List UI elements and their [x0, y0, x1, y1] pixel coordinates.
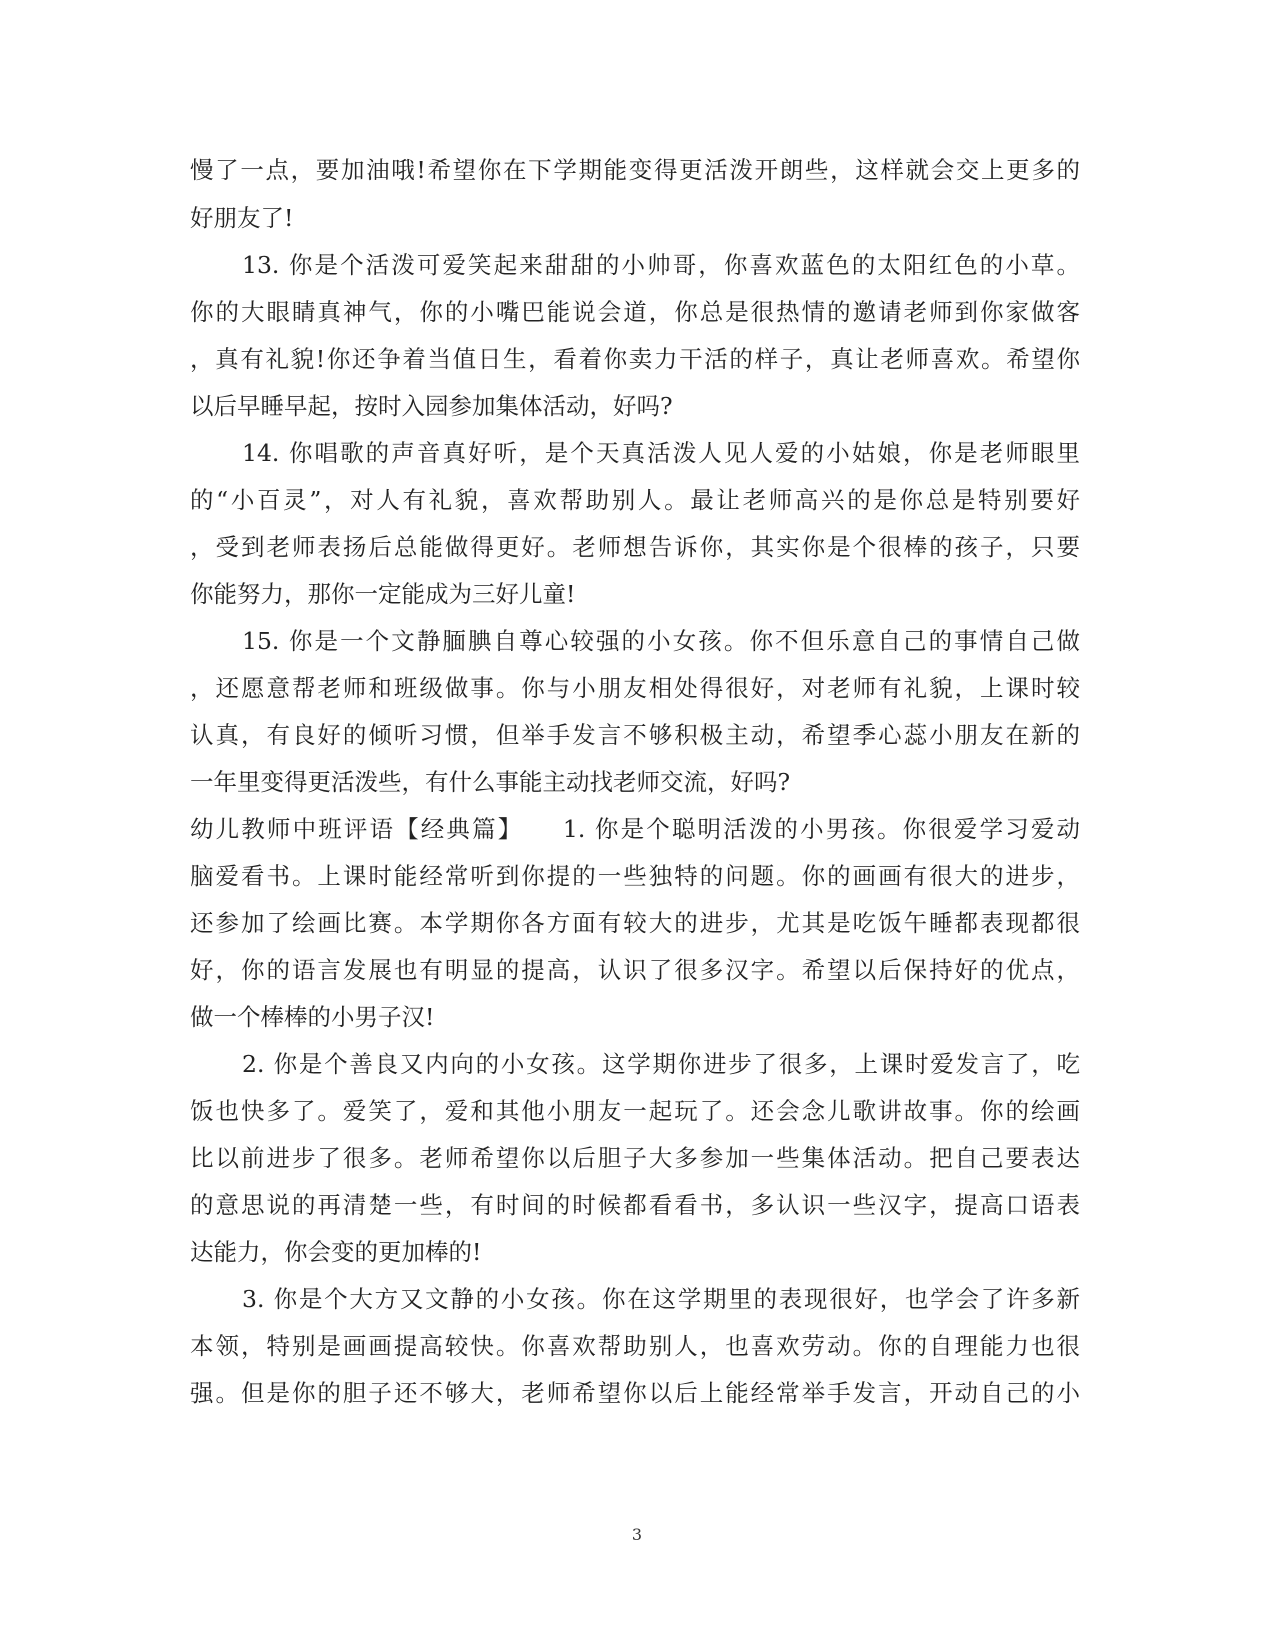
text-line: 达能力，你会变的更加棒的!	[190, 1238, 482, 1266]
text-line: 的“小百灵”，对人有礼貌，喜欢帮助别人。最让老师高兴的是你总是特别要好	[190, 486, 1080, 514]
text-line: 慢了一点，要加油哦!希望你在下学期能变得更活泼开朗些，这样就会交上更多的	[190, 156, 1080, 184]
text-line: 做一个棒棒的小男子汉!	[190, 1003, 435, 1031]
text-line: 你能努力，那你一定能成为三好儿童!	[190, 580, 576, 608]
text-line: ，受到老师表扬后总能做得更好。老师想告诉你，其实你是个很棒的孩子，只要	[190, 533, 1080, 561]
page-number: 3	[631, 1525, 643, 1544]
text-line: 以后早睡早起，按时入园参加集体活动，好吗?	[190, 392, 673, 420]
text-line: 的意思说的再清楚一些，有时间的时候都看看书，多认识一些汉字，提高口语表	[190, 1191, 1080, 1219]
text-line: 本领，特别是画画提高较快。你喜欢帮助别人，也喜欢劳动。你的自理能力也很	[190, 1332, 1080, 1360]
text-line: 一年里变得更活泼些，有什么事能主动找老师交流，好吗?	[190, 768, 791, 796]
paragraph-14-start: 14. 你唱歌的声音真好听，是个天真活泼人见人爱的小姑娘，你是老师眼里	[242, 439, 1080, 467]
text-line: 比以前进步了很多。老师希望你以后胆子大多参加一些集体活动。把自己要表达	[190, 1144, 1080, 1172]
paragraph-2-start: 2. 你是个善良又内向的小女孩。这学期你进步了很多，上课时爱发言了，吃	[242, 1050, 1080, 1078]
text-line: ，还愿意帮老师和班级做事。你与小朋友相处得很好，对老师有礼貌，上课时较	[190, 674, 1080, 702]
text-line: 脑爱看书。上课时能经常听到你提的一些独特的问题。你的画画有很大的进步，	[190, 862, 1080, 890]
section-heading-line: 幼儿教师中班评语【经典篇】 1. 你是个聪明活泼的小男孩。你很爱学习爱动	[190, 815, 1080, 843]
text-line: 好朋友了!	[190, 204, 294, 232]
text-line: ，真有礼貌!你还争着当值日生，看着你卖力干活的样子，真让老师喜欢。希望你	[190, 345, 1080, 373]
text-line: 好，你的语言发展也有明显的提高，认识了很多汉字。希望以后保持好的优点，	[190, 956, 1080, 984]
text-line: 饭也快多了。爱笑了，爱和其他小朋友一起玩了。还会念儿歌讲故事。你的绘画	[190, 1097, 1080, 1125]
paragraph-13-start: 13. 你是个活泼可爱笑起来甜甜的小帅哥，你喜欢蓝色的太阳红色的小草。	[242, 251, 1080, 279]
text-line: 强。但是你的胆子还不够大，老师希望你以后上能经常举手发言，开动自己的小	[190, 1379, 1080, 1407]
text-line: 你的大眼睛真神气，你的小嘴巴能说会道，你总是很热情的邀请老师到你家做客	[190, 298, 1080, 326]
text-line: 认真，有良好的倾听习惯，但举手发言不够积极主动，希望季心蕊小朋友在新的	[190, 721, 1080, 749]
paragraph-3-start: 3. 你是个大方又文静的小女孩。你在这学期里的表现很好，也学会了许多新	[242, 1285, 1080, 1313]
text-line: 还参加了绘画比赛。本学期你各方面有较大的进步，尤其是吃饭午睡都表现都很	[190, 909, 1080, 937]
paragraph-15-start: 15. 你是一个文静腼腆自尊心较强的小女孩。你不但乐意自己的事情自己做	[242, 627, 1080, 655]
